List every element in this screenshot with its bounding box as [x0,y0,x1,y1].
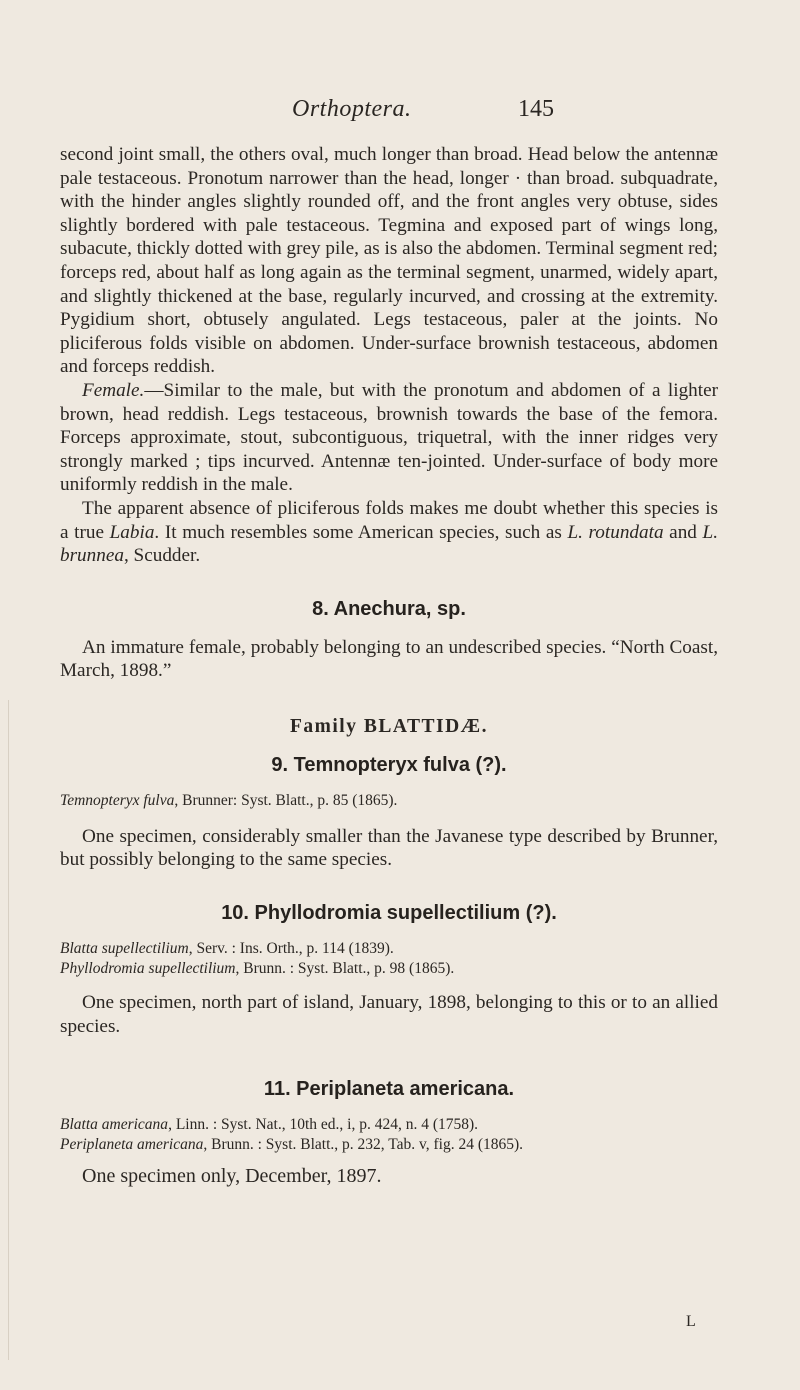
ref-citation: , Brunner: Syst. Blatt., p. 85 (1865). [174,791,398,809]
running-head [0,96,800,130]
ref-citation: , Linn. : Syst. Nat., 10th ed., i, p. 424, n. 4 (1758). [168,1116,479,1134]
paragraph-periplaneta: One specimen only, December, 1897. [82,1165,382,1188]
reference-blatta-supellectilium [60,939,718,959]
paragraph-female-description [60,379,718,497]
reference-temnopteryx [60,791,718,811]
heading-phyllodromia: 10. Phyllodromia supellectilium (?). [221,902,557,925]
running-title: Orthoptera. [292,96,412,122]
body-text [60,143,718,1189]
reference-periplaneta-americana [60,1135,718,1155]
species-brunnea: L. brunnea [60,521,718,567]
page-edge-shadow [8,700,9,1360]
paragraph-temnopteryx: One specimen, considerably smaller than the Javanese type described by Brunner, but possibly belonging to the same species. [60,825,718,871]
female-label: Female. [82,379,145,401]
page-number: 145 [518,96,554,122]
signature-mark: L [686,1313,696,1330]
ref-citation: , Brunn. : Syst. Blatt., p. 232, Tab. v, fig. 24 (1865). [203,1136,524,1154]
remark-text-b: . It much resembles some American species, such as [154,521,568,543]
remark-text-c: and [663,521,703,543]
heading-temnopteryx: 9. Temnopteryx fulva (?). [271,753,507,776]
reference-blatta-americana [60,1115,718,1135]
ref-taxon-name: Temnopteryx fulva [60,791,175,809]
paragraph-labia-remark [60,497,718,568]
remark-text-a: The apparent absence of pliciferous folds makes me doubt whether this species is a true [60,497,718,543]
species-rotundata: L. rotundata [567,521,664,543]
genus-labia: Labia [109,521,155,543]
heading-periplaneta: 11. Periplaneta americana. [263,1078,515,1101]
ref-taxon-name: Periplaneta americana [60,1136,204,1154]
paragraph-male-description: second joint small, the others oval, much longer than broad. Head below the antennæ pale testaceous. Pronotum narrower than the head, longer · than broad. subquadrate, with the hinder angles slightly rounded off, and the front angles very obtuse, sides slightly bordered with pale testaceous. Tegmina and exposed part of wings long, subacute, thickly dotted with grey pile, as is also the abdomen. Terminal segment red; forceps red, about half as long again as the terminal segment, unarmed, widely apart, and slightly thickened at the base, regularly incurved, and crossing at the extremity. Pygidium short, obtusely angulated. Legs testaceous, paler at the joints. No pliciferous folds visible on abdomen. Under-surface brownish testaceous, abdomen and forceps reddish. [60,144,718,378]
paragraph-anechura: An immature female, probably belonging to an undescribed species. “North Coast, March, 1898.” [60,636,718,682]
ref-taxon-name: Blatta americana [60,1116,169,1134]
reference-phyllodromia-supellectilium [60,959,718,979]
female-text: —Similar to the male, but with the pronotum and abdomen of a lighter brown, head reddish. Legs testaceous, brownish towards the base of the femora. Forceps approximate, stout, subcontiguous, triquetral, with the inner ridges very strongly marked ; tips incurved. Antennæ ten-jointed. Under-surface of body more uniformly reddish in the male. [60,379,718,496]
heading-family-blattidae: Family BLATTIDÆ. [289,715,489,737]
ref-citation: , Brunn. : Syst. Blatt., p. 98 (1865). [235,960,455,978]
paragraph-phyllodromia: One specimen, north part of island, January, 1898, belonging to this or to an allied species. [60,992,718,1037]
remark-text-d: , Scudder. [123,545,201,567]
heading-anechura: 8. Anechura, sp. [312,597,466,620]
ref-citation: , Serv. : Ins. Orth., p. 114 (1839). [188,940,394,958]
ref-taxon-name: Blatta supellectilium [60,940,189,958]
ref-taxon-name: Phyllodromia supellectilium [60,960,236,978]
